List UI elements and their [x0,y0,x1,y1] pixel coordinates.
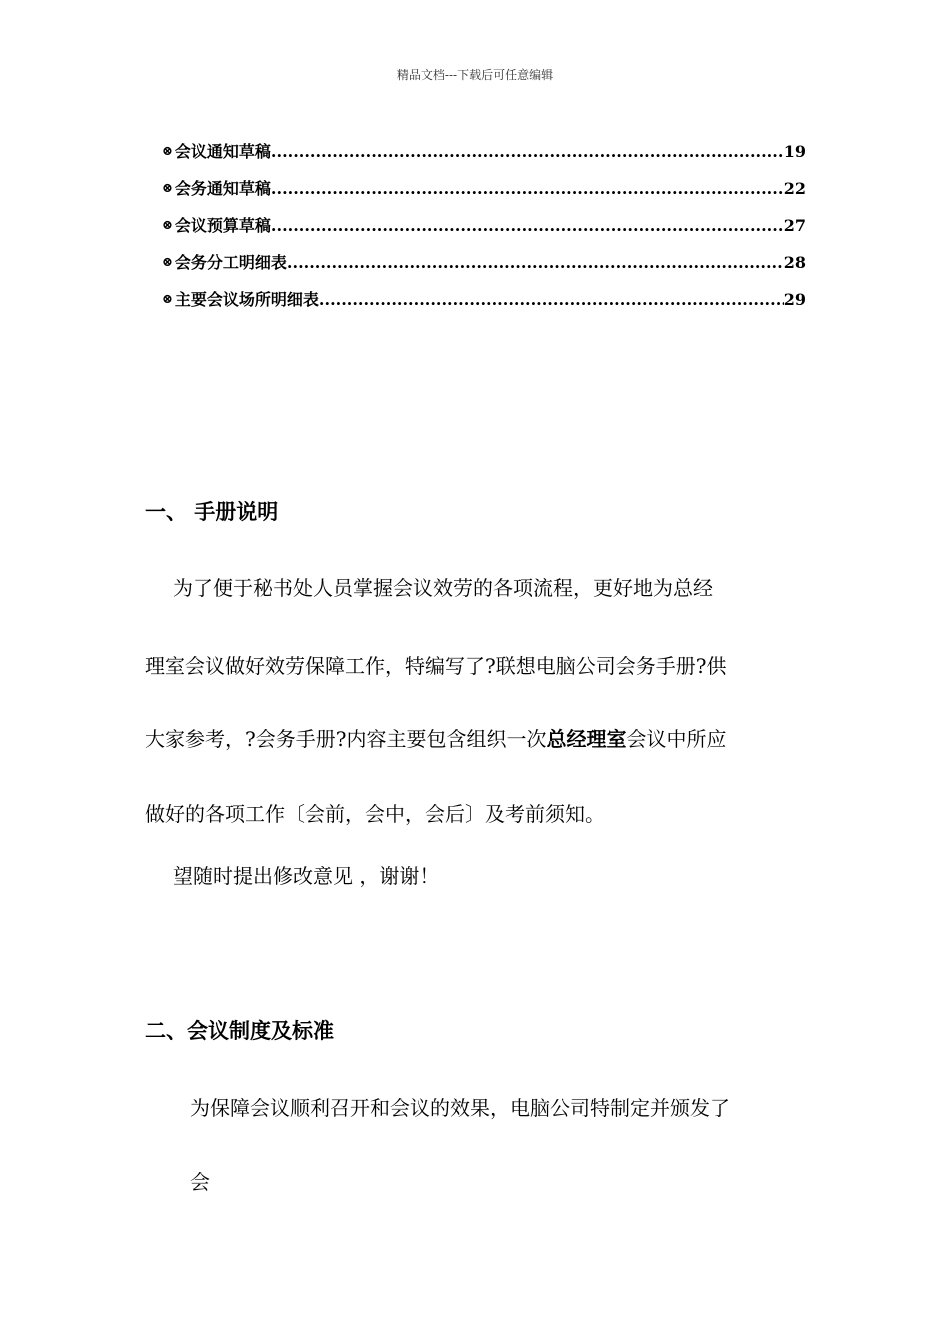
toc-entry-title: 会务通知草稿 [174,179,271,198]
body-text-line: 为了便于秘书处人员掌握会议效劳的各项流程，更好地为总经 [173,576,713,600]
toc-entry-title: 主要会议场所明细表 [174,290,319,309]
toc-entry-title: 会务分工明细表 [174,253,287,272]
toc-entry[interactable] [162,274,806,311]
body-text-line: 理室会议做好效劳保障工作，特编写了?联想电脑公司会务手册?供 [145,654,727,678]
toc-dot-leader [287,252,784,274]
toc-entry-page: 22 [783,179,806,198]
body-text-line: 为保障会议顺利召开和会议的效果，电脑公司特制定并颁发了 [190,1096,730,1120]
toc-marker-icon: ⊗ [162,218,173,233]
toc-marker-icon: ⊗ [162,292,173,307]
toc-entry[interactable] [162,237,806,274]
table-of-contents [162,126,806,311]
toc-entry[interactable] [162,200,806,237]
toc-dot-leader [271,141,784,163]
toc-dot-leader [319,289,784,311]
toc-entry-page: 19 [783,142,806,161]
body-text-line: 会 [190,1170,210,1194]
body-text-emphasis: 总经理室 [546,727,627,751]
toc-entry-title: 会议预算草稿 [174,216,271,235]
toc-entry-page: 27 [783,216,806,235]
body-text-line: 做好的各项工作〔会前，会中，会后〕及考前须知。 [145,802,605,826]
toc-entry[interactable] [162,126,806,163]
section-heading-manual-description: 一、 手册说明 [145,499,279,524]
toc-entry-page: 28 [783,253,806,272]
page-header: 精品文档---下载后可任意编辑 [396,68,554,82]
body-text-segment: 大家参考，?会务手册?内容主要包含组织一次 [145,727,547,751]
toc-dot-leader [271,215,784,237]
toc-marker-icon: ⊗ [162,181,173,196]
toc-marker-icon: ⊗ [162,255,173,270]
toc-entry-page: 29 [783,290,806,309]
body-text-line [145,723,726,752]
body-text-segment: 会议中所应 [626,727,727,751]
toc-dot-leader [271,178,784,200]
toc-entry[interactable] [162,163,806,200]
body-text-line: 望随时提出修改意见 ，谢谢！ [173,864,440,888]
toc-marker-icon: ⊗ [162,144,173,159]
toc-entry-title: 会议通知草稿 [174,142,271,161]
section-heading-meeting-rules: 二、会议制度及标准 [145,1018,334,1043]
